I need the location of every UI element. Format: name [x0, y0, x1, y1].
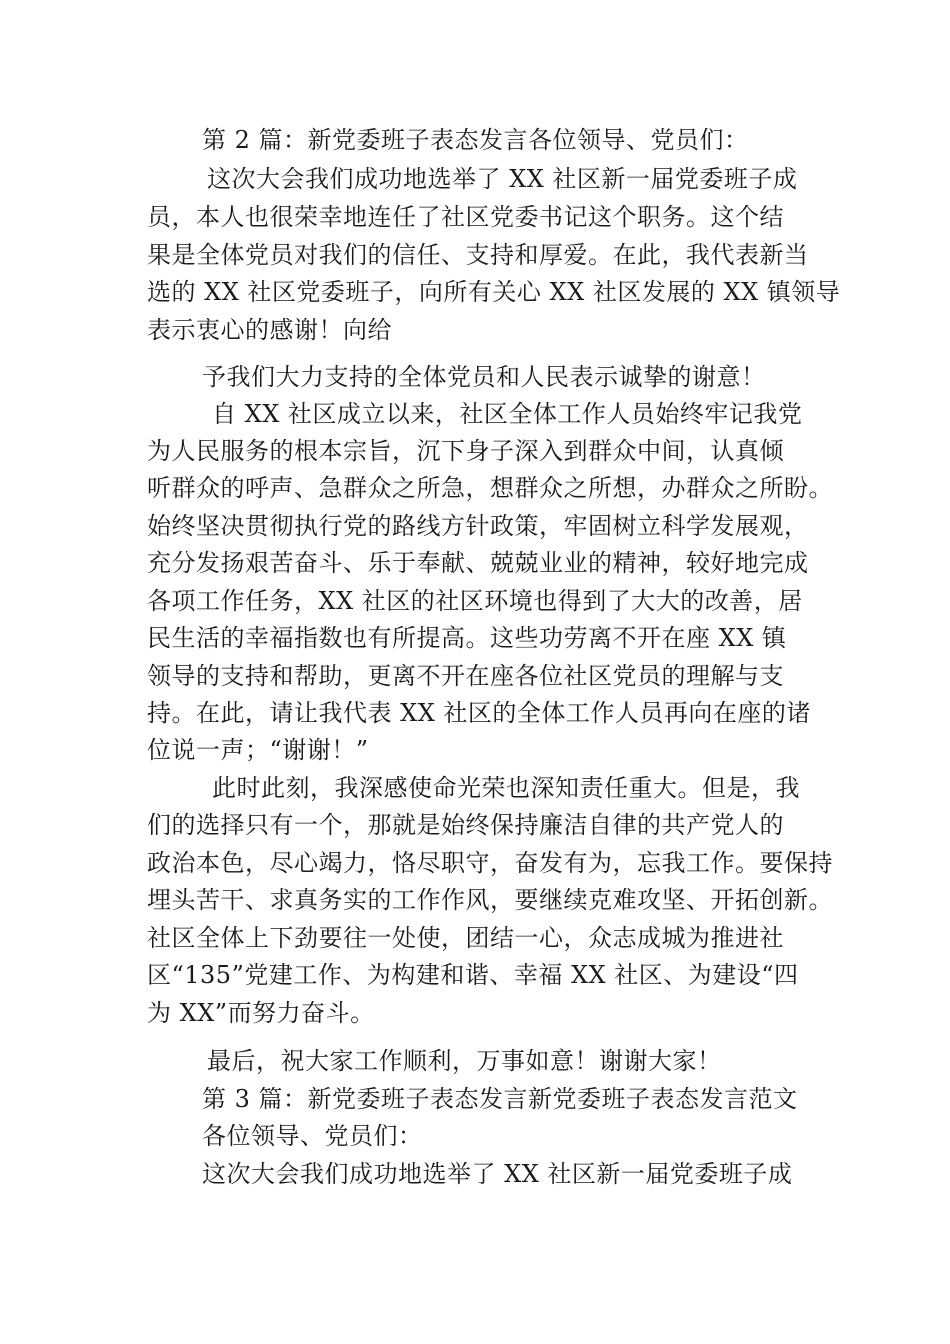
- text-line: 位说一声；“谢谢！”: [147, 736, 369, 764]
- text-line: 最后，祝大家工作顺利，万事如意！谢谢大家！: [207, 1047, 722, 1075]
- text-line: 表示衷心的感谢！向给: [147, 316, 392, 344]
- text-line: 第 3 篇：新党委班子表态发言新党委班子表态发言范文: [202, 1085, 798, 1113]
- text-line: 自 XX 社区成立以来，社区全体工作人员始终牢记我党: [212, 400, 803, 428]
- text-line: 选的 XX 社区党委班子，向所有关心 XX 社区发展的 XX 镇领导: [147, 278, 841, 306]
- text-line: 员，本人也很荣幸地连任了社区党委书记这个职务。这个结: [147, 203, 784, 231]
- text-line: 听群众的呼声、急群众之所急，想群众之所想，办群众之所盼。: [147, 474, 833, 502]
- text-line: 民生活的幸福指数也有所提高。这些功劳离不开在座 XX 镇: [147, 624, 787, 652]
- text-line: 各位领导、党员们：: [202, 1122, 423, 1150]
- text-line: 为 XX”而努力奋斗。: [147, 999, 375, 1027]
- text-line: 果是全体党员对我们的信任、支持和厚爱。在此，我代表新当: [147, 241, 809, 269]
- text-line: 此时此刻，我深感使命光荣也深知责任重大。但是，我: [212, 774, 800, 802]
- text-line: 充分发扬艰苦奋斗、乐于奉献、兢兢业业的精神，较好地完成: [147, 549, 809, 577]
- text-line: 各项工作任务，XX 社区的社区环境也得到了大大的改善，居: [147, 587, 803, 615]
- text-line: 们的选择只有一个，那就是始终保持廉洁自律的共产党人的: [147, 811, 784, 839]
- text-line: 持。在此，请让我代表 XX 社区的全体工作人员再向在座的诸: [147, 699, 811, 727]
- text-line: 这次大会我们成功地选举了 XX 社区新一届党委班子成: [202, 1160, 793, 1188]
- text-line: 区“135”党建工作、为构建和谐、幸福 XX 社区、为建设“四: [147, 961, 799, 989]
- text-line: 为人民服务的根本宗旨，沉下身子深入到群众中间，认真倾: [147, 437, 784, 465]
- text-line: 政治本色，尽心竭力，恪尽职守，奋发有为，忘我工作。要保持: [147, 849, 833, 877]
- text-line: 始终坚决贯彻执行党的路线方针政策，牢固树立科学发展观，: [147, 512, 809, 540]
- text-line: 予我们大力支持的全体党员和人民表示诚挚的谢意！: [202, 363, 766, 391]
- text-line: 埋头苦干、求真务实的工作作风，要继续克难攻坚、开拓创新。: [147, 886, 833, 914]
- text-line: 社区全体上下劲要往一处使，团结一心，众志成城为推进社: [147, 924, 784, 952]
- text-line: 第 2 篇：新党委班子表态发言各位领导、党员们：: [202, 126, 749, 154]
- text-line: 这次大会我们成功地选举了 XX 社区新一届党委班子成: [207, 165, 798, 193]
- text-line: 领导的支持和帮助，更离不开在座各位社区党员的理解与支: [147, 662, 784, 690]
